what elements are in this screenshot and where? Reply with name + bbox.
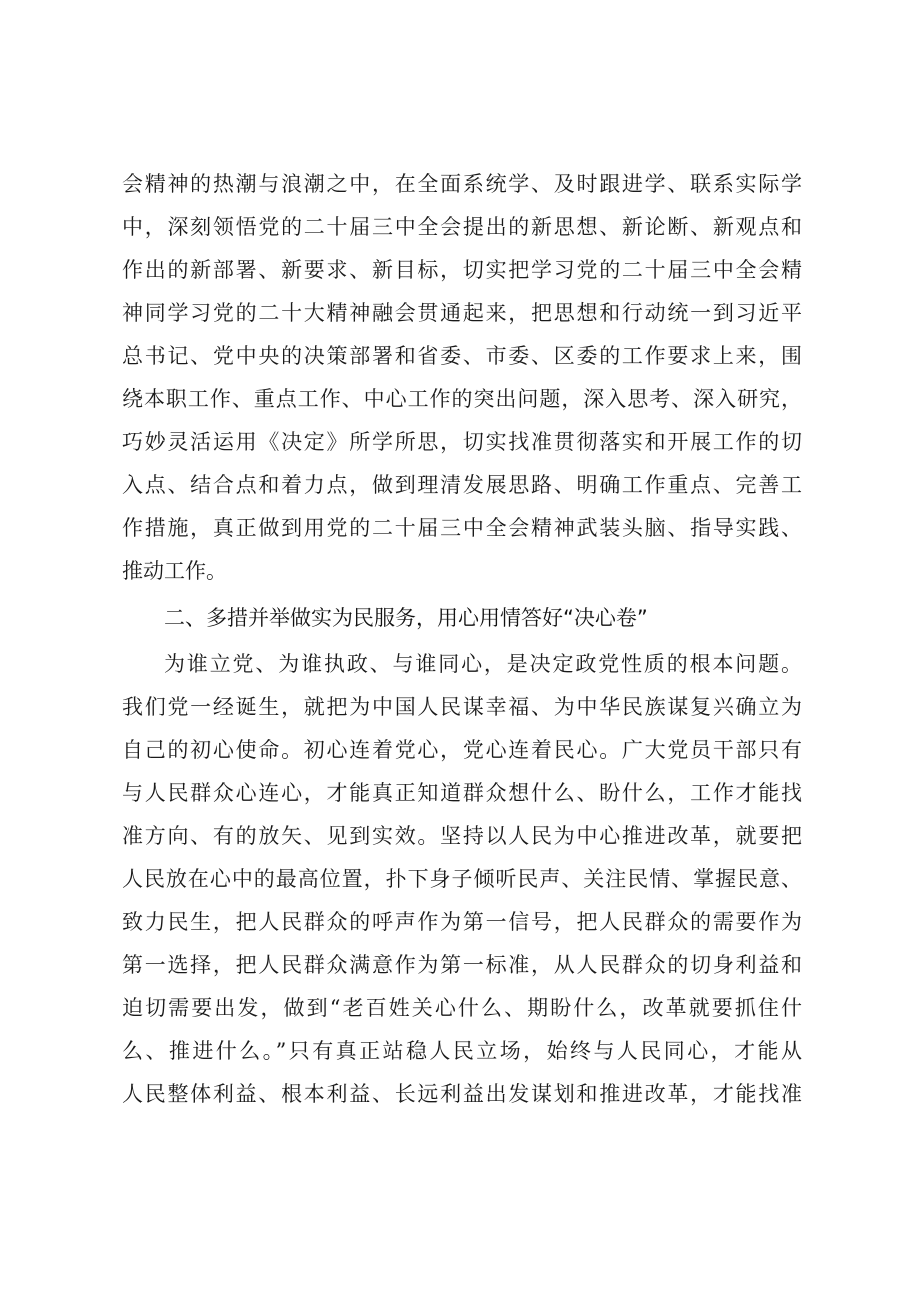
paragraph-line: 准方向、有的放矢、见到实效。坚持以人民为中心推进改革，就要把: [122, 824, 802, 848]
paragraph-line: 么、推进什么。”只有真正站稳人民立场，始终与人民同心，才能从: [122, 1039, 802, 1063]
paragraph-line: 绕本职工作、重点工作、中心工作的突出问题，深入思考、深入研究，: [122, 387, 802, 411]
heading-text: 二、多措并举做实为民服务，用心用情答好“决心卷”: [164, 606, 648, 630]
paragraph-line: 自己的初心使命。初心连着党心，党心连着民心。广大党员干部只有: [122, 738, 802, 762]
paragraph-line: 会精神的热潮与浪潮之中，在全面系统学、及时跟进学、联系实际学: [122, 172, 802, 196]
paragraph-line: 入点、结合点和着力点，做到理清发展思路、明确工作重点、完善工: [122, 473, 802, 497]
paragraph-line: 总书记、党中央的决策部署和省委、市委、区委的工作要求上来，围: [122, 344, 802, 368]
paragraph-line: 作出的新部署、新要求、新目标，切实把学习党的二十届三中全会精: [122, 258, 802, 282]
paragraph-line: 迫切需要出发，做到“老百姓关心什么、期盼什么，改革就要抓住什: [122, 996, 802, 1020]
paragraph-line: 人民整体利益、根本利益、长远利益出发谋划和推进改革，才能找准: [122, 1082, 802, 1106]
paragraph-line: 我们党一经诞生，就把为中国人民谋幸福、为中华民族谋复兴确立为: [122, 695, 802, 719]
paragraph-line: 为谁立党、为谁执政、与谁同心，是决定政党性质的根本问题。: [164, 652, 802, 676]
paragraph-line: 巧妙灵活运用《决定》所学所思，切实找准贯彻落实和开展工作的切: [122, 430, 802, 454]
paragraph-line: 中，深刻领悟党的二十届三中全会提出的新思想、新论断、新观点和: [122, 215, 802, 239]
paragraph-line: 与人民群众心连心，才能真正知道群众想什么、盼什么，工作才能找: [122, 781, 802, 805]
paragraph-line: 人民放在心中的最高位置，扑下身子倾听民声、关注民情、掌握民意、: [122, 867, 802, 891]
paragraph-line: 致力民生，把人民群众的呼声作为第一信号，把人民群众的需要作为: [122, 910, 802, 934]
paragraph-line: 神同学习党的二十大精神融会贯通起来，把思想和行动统一到习近平: [122, 301, 802, 325]
paragraph-line: 推动工作。: [122, 559, 227, 583]
paragraph-line: 第一选择，把人民群众满意作为第一标准，从人民群众的切身利益和: [122, 953, 802, 977]
paragraph-line: 作措施，真正做到用党的二十届三中全会精神武装头脑、指导实践、: [122, 516, 802, 540]
